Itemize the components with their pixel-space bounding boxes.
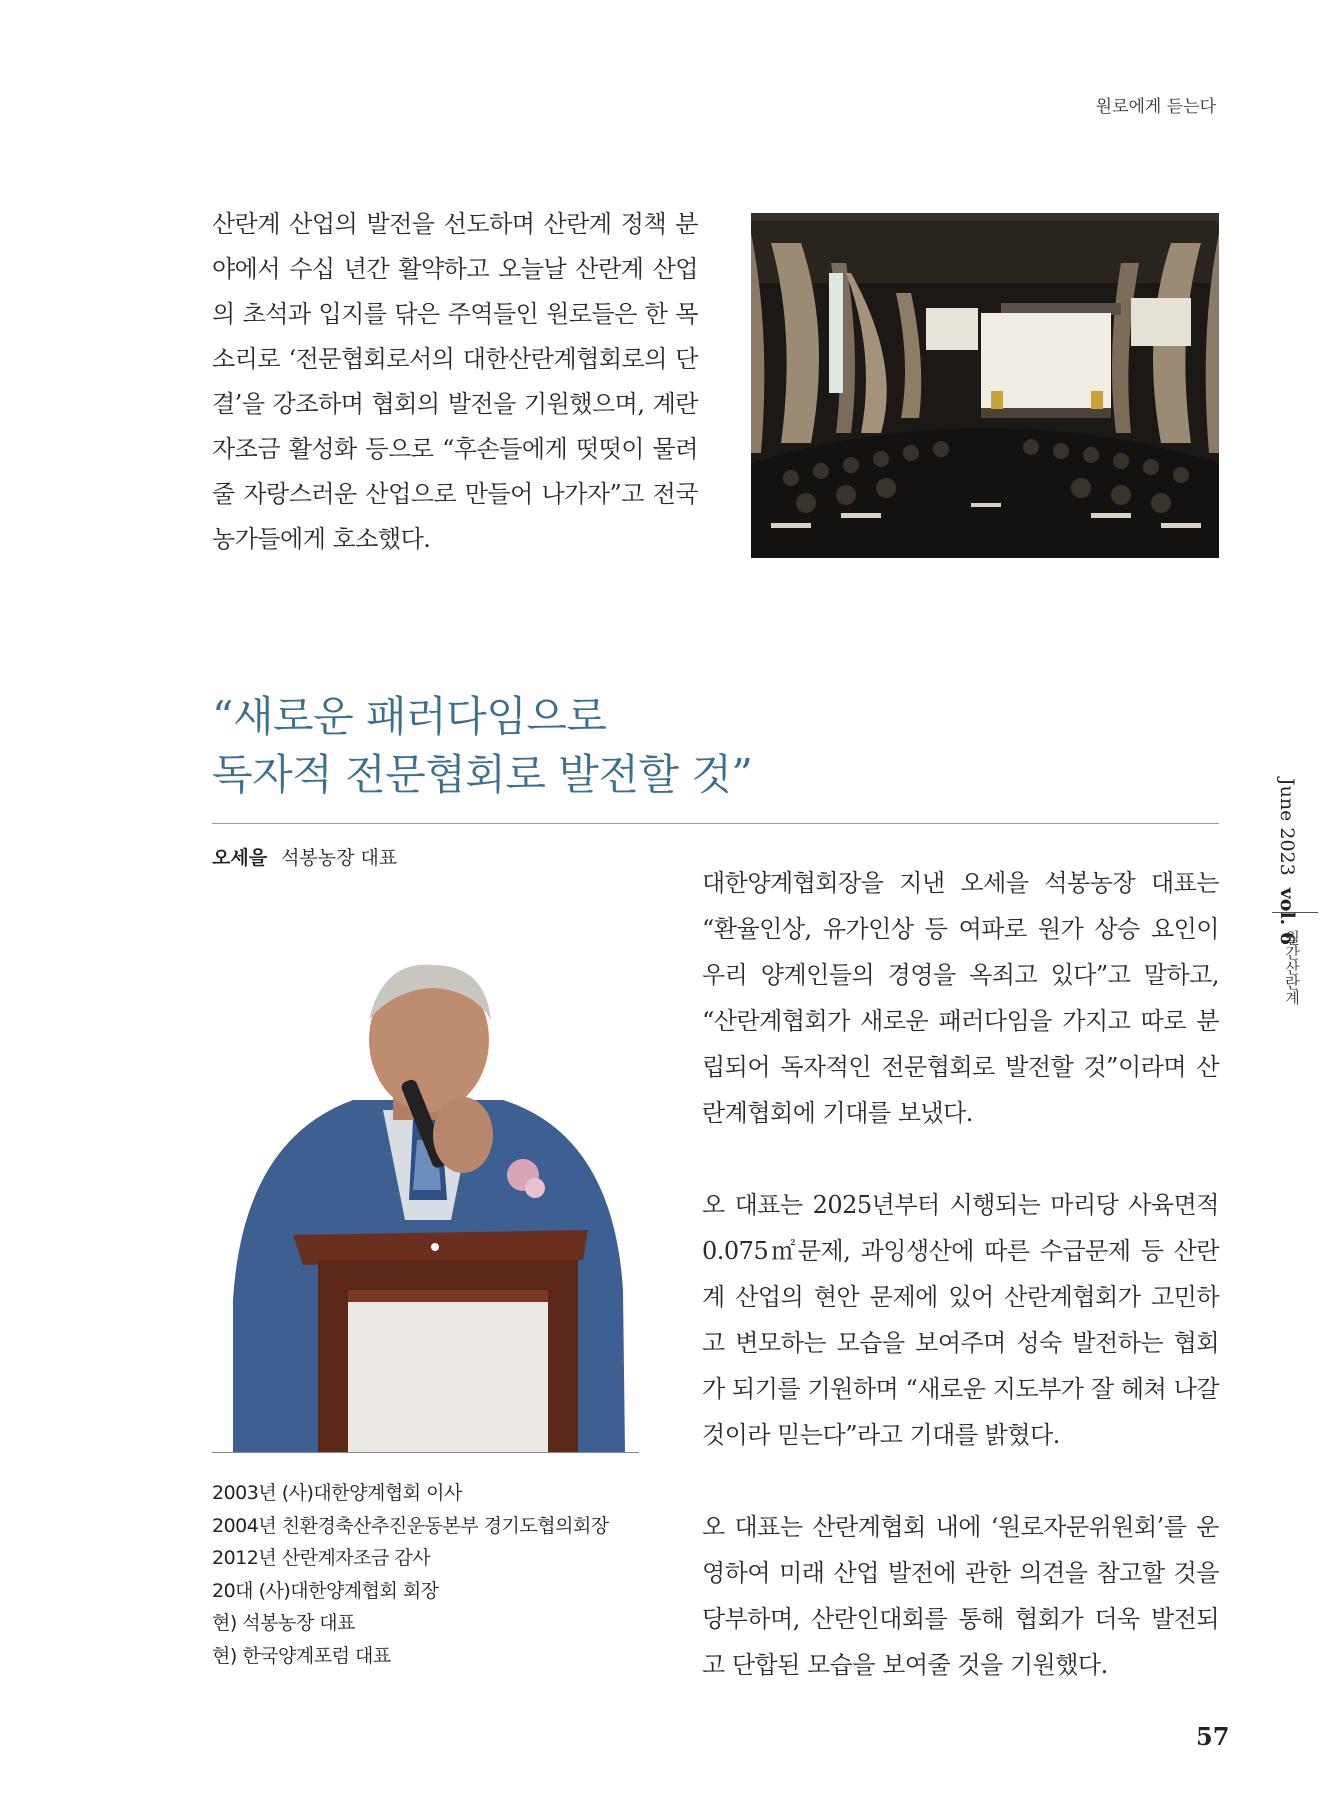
- body-paragraph: 오 대표는 산란계협회 내에 ‘원로자문위원회’를 운영하여 미래 산업 발전에 관한 의견을 참고할 것을 당부하며, 산란인대회를 통해 협회가 더욱 발전되고 단합된 모습을 보여줄 것을 기원했다.: [702, 1513, 1219, 1679]
- speaker-photo: [233, 960, 625, 1453]
- conference-hall-photo: [751, 213, 1219, 558]
- byline-name: 오세을: [212, 847, 268, 869]
- byline-title: 석봉농장 대표: [281, 847, 398, 869]
- headline-line2: 독자적 전문협회로 발전할 것”: [212, 750, 753, 799]
- page-number: 57: [1196, 1722, 1230, 1751]
- article-body: [702, 860, 1219, 1688]
- body-paragraph: 대한양계협회장을 지낸 오세을 석봉농장 대표는 “환율인상, 유가인상 등 여파로 원가 상승 요인이 우리 양계인들의 경영을 옥죄고 있다”고 말하고, “산란계협회가 새로운 패러다임을 가지고 따로 분립되어 독자적인 전문협회로 발전할 것”이라며 산란계협회에 기대를 보냈다.: [702, 869, 1219, 1127]
- section-title: 원로에게 듣는다: [1095, 97, 1216, 117]
- career-item: 2003년 (사)대한양계협회 이사: [212, 1482, 462, 1504]
- photo-divider: [212, 1452, 639, 1453]
- career-item: 현) 석봉농장 대표: [212, 1612, 355, 1634]
- byline: [212, 843, 397, 870]
- career-item: 현) 한국양계포럼 대표: [212, 1644, 391, 1667]
- issue-tab: [1276, 778, 1298, 945]
- headline-divider: [212, 823, 1219, 824]
- career-item: 2012년 산란계자조금 감사: [212, 1547, 431, 1569]
- headline: [212, 688, 1072, 804]
- headline-line1: “새로운 패러다임으로: [212, 692, 607, 741]
- career-item: 2004년 친환경축산추진운동본부 경기도협의회장: [212, 1514, 609, 1537]
- issue-date: June 2023: [1276, 778, 1298, 876]
- body-paragraph: 오 대표는 2025년부터 시행되는 마리당 사육면적 0.075㎡문제, 과잉생산에 따른 수급문제 등 산란계 산업의 현안 문제에 있어 산란계협회가 고민하고 변모하는 모습을 보여주며 성숙 발전하는 협회가 되기를 기원하며 “새로운 지도부가 잘 헤쳐 나갈 것이라 믿는다”라고 기대를 밝혔다.: [702, 1191, 1219, 1449]
- magazine-name: 월간산란계: [1283, 930, 1301, 1005]
- intro-paragraph: 산란계 산업의 발전을 선도하며 산란계 정책 분야에서 수십 년간 활약하고 오늘날 산란계 산업의 초석과 입지를 닦은 주역들인 원로들은 한 목소리로 ‘전문협회로서의 대한산란계협회로의 단결’을 강조하며 협회의 발전을 기원했으며, 계란자조금 활성화 등으로 “후손들에게 떳떳이 물려줄 자랑스러운 산업으로 만들어 나가자”고 전국 농가들에게 호소했다.: [212, 210, 698, 553]
- career-list: [212, 1477, 652, 1672]
- issue-volume: vol. 6: [1276, 887, 1298, 946]
- side-divider: [1272, 912, 1318, 913]
- career-item: 20대 (사)대한양계협회 회장: [212, 1579, 439, 1602]
